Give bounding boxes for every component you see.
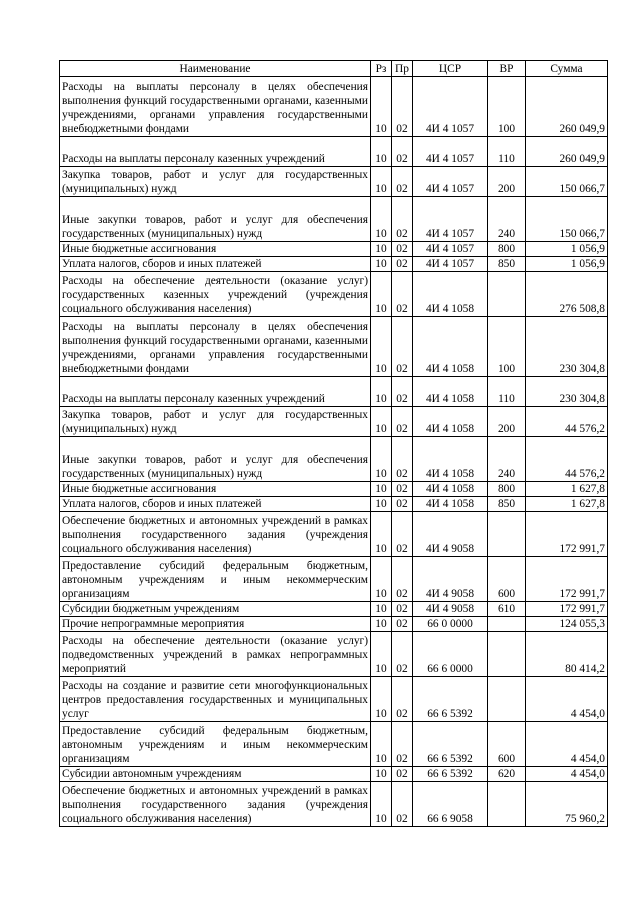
budget-table — [59, 60, 608, 827]
cell-pr: 02 — [392, 257, 413, 272]
cell-vr: 850 — [488, 257, 526, 272]
cell-rz: 10 — [371, 197, 392, 242]
cell-rz: 10 — [371, 437, 392, 482]
cell-name: Субсидии бюджетным учреждениям — [60, 602, 371, 617]
header-vr: ВР — [488, 61, 526, 77]
cell-vr — [488, 272, 526, 317]
cell-rz: 10 — [371, 617, 392, 632]
cell-pr: 02 — [392, 767, 413, 782]
cell-sum: 230 304,8 — [526, 377, 608, 407]
cell-sum: 172 991,7 — [526, 602, 608, 617]
cell-pr: 02 — [392, 557, 413, 602]
cell-sum: 276 508,8 — [526, 272, 608, 317]
cell-name: Иные бюджетные ассигнования — [60, 242, 371, 257]
table-row — [60, 437, 608, 482]
cell-rz: 10 — [371, 272, 392, 317]
cell-csr: 66 6 0000 — [413, 632, 488, 677]
cell-rz: 10 — [371, 167, 392, 197]
cell-vr: 100 — [488, 317, 526, 377]
table-row — [60, 617, 608, 632]
table-row — [60, 317, 608, 377]
cell-vr: 620 — [488, 767, 526, 782]
cell-name: Уплата налогов, сборов и иных платежей — [60, 497, 371, 512]
cell-name: Расходы на выплаты персоналу в целях обеспечения выполнения функций государственными органами, казенными учреждениями, органами управления государственными внебюджетными фондами — [60, 317, 371, 377]
cell-sum: 124 055,3 — [526, 617, 608, 632]
cell-csr: 66 6 5392 — [413, 767, 488, 782]
cell-sum: 1 056,9 — [526, 242, 608, 257]
table-row — [60, 77, 608, 137]
cell-pr: 02 — [392, 497, 413, 512]
cell-vr — [488, 632, 526, 677]
cell-csr: 4И 4 1057 — [413, 167, 488, 197]
cell-vr — [488, 677, 526, 722]
cell-name: Иные закупки товаров, работ и услуг для обеспечения государственных (муниципальных) нужд — [60, 197, 371, 242]
cell-csr: 4И 4 1057 — [413, 77, 488, 137]
cell-sum: 1 056,9 — [526, 257, 608, 272]
cell-rz: 10 — [371, 767, 392, 782]
cell-vr: 200 — [488, 407, 526, 437]
table-row — [60, 677, 608, 722]
cell-vr: 600 — [488, 722, 526, 767]
table-row — [60, 137, 608, 167]
cell-vr — [488, 512, 526, 557]
table-row — [60, 632, 608, 677]
table-row — [60, 377, 608, 407]
cell-rz: 10 — [371, 722, 392, 767]
cell-vr: 800 — [488, 242, 526, 257]
cell-name: Расходы на выплаты персоналу казенных учреждений — [60, 377, 371, 407]
cell-rz: 10 — [371, 677, 392, 722]
cell-vr: 240 — [488, 197, 526, 242]
cell-vr — [488, 617, 526, 632]
cell-sum: 4 454,0 — [526, 677, 608, 722]
cell-pr: 02 — [392, 677, 413, 722]
cell-csr: 4И 4 1057 — [413, 257, 488, 272]
cell-sum: 172 991,7 — [526, 557, 608, 602]
cell-name: Иные бюджетные ассигнования — [60, 482, 371, 497]
table-header-row — [60, 61, 608, 77]
table-body — [60, 77, 608, 827]
cell-csr: 4И 4 1058 — [413, 482, 488, 497]
cell-rz: 10 — [371, 632, 392, 677]
cell-pr: 02 — [392, 167, 413, 197]
cell-pr: 02 — [392, 317, 413, 377]
cell-rz: 10 — [371, 407, 392, 437]
cell-name: Расходы на выплаты персоналу казенных учреждений — [60, 137, 371, 167]
table-row — [60, 167, 608, 197]
cell-name: Расходы на создание и развитие сети многофункциональных центров предоставления государственных и муниципальных услуг — [60, 677, 371, 722]
cell-vr — [488, 782, 526, 827]
cell-csr: 4И 4 1058 — [413, 377, 488, 407]
cell-sum: 230 304,8 — [526, 317, 608, 377]
cell-name: Уплата налогов, сборов и иных платежей — [60, 257, 371, 272]
cell-vr: 110 — [488, 137, 526, 167]
cell-name: Обеспечение бюджетных и автономных учреждений в рамках выполнения государственного задания (учреждения социального обслуживания населения) — [60, 512, 371, 557]
cell-name: Расходы на обеспечение деятельности (оказание услуг) подведомственных учреждений в рамках непрограммных мероприятий — [60, 632, 371, 677]
cell-name: Расходы на обеспечение деятельности (оказание услуг) государственных казенных учреждений (учреждения социального обслуживания населения) — [60, 272, 371, 317]
cell-sum: 1 627,8 — [526, 482, 608, 497]
cell-vr: 850 — [488, 497, 526, 512]
cell-name: Закупка товаров, работ и услуг для государственных (муниципальных) нужд — [60, 167, 371, 197]
cell-name: Иные закупки товаров, работ и услуг для обеспечения государственных (муниципальных) нужд — [60, 437, 371, 482]
cell-sum: 4 454,0 — [526, 722, 608, 767]
cell-rz: 10 — [371, 782, 392, 827]
table-row — [60, 602, 608, 617]
cell-pr: 02 — [392, 512, 413, 557]
cell-rz: 10 — [371, 377, 392, 407]
table-row — [60, 782, 608, 827]
cell-vr: 100 — [488, 77, 526, 137]
cell-pr: 02 — [392, 482, 413, 497]
cell-sum: 44 576,2 — [526, 407, 608, 437]
cell-sum: 75 960,2 — [526, 782, 608, 827]
table-row — [60, 497, 608, 512]
cell-pr: 02 — [392, 77, 413, 137]
cell-rz: 10 — [371, 317, 392, 377]
cell-csr: 4И 4 1057 — [413, 242, 488, 257]
cell-name: Закупка товаров, работ и услуг для государственных (муниципальных) нужд — [60, 407, 371, 437]
cell-vr: 800 — [488, 482, 526, 497]
cell-sum: 4 454,0 — [526, 767, 608, 782]
cell-csr: 66 0 0000 — [413, 617, 488, 632]
cell-rz: 10 — [371, 557, 392, 602]
cell-csr: 66 6 9058 — [413, 782, 488, 827]
cell-name: Предоставление субсидий федеральным бюджетным, автономным учреждениям и иным некоммерческим организациям — [60, 557, 371, 602]
table-row — [60, 242, 608, 257]
table-row — [60, 722, 608, 767]
cell-sum: 260 049,9 — [526, 77, 608, 137]
table-row — [60, 407, 608, 437]
cell-name: Субсидии автономным учреждениям — [60, 767, 371, 782]
cell-vr: 110 — [488, 377, 526, 407]
cell-csr: 4И 4 9058 — [413, 512, 488, 557]
table-row — [60, 197, 608, 242]
cell-csr: 66 6 5392 — [413, 677, 488, 722]
header-pr: Пр — [392, 61, 413, 77]
cell-vr: 240 — [488, 437, 526, 482]
header-csr: ЦСР — [413, 61, 488, 77]
cell-pr: 02 — [392, 242, 413, 257]
cell-sum: 80 414,2 — [526, 632, 608, 677]
header-sum: Сумма — [526, 61, 608, 77]
cell-csr: 66 6 5392 — [413, 722, 488, 767]
cell-pr: 02 — [392, 632, 413, 677]
cell-rz: 10 — [371, 242, 392, 257]
cell-sum: 150 066,7 — [526, 167, 608, 197]
cell-name: Обеспечение бюджетных и автономных учреждений в рамках выполнения государственного задания (учреждения социального обслуживания населения) — [60, 782, 371, 827]
cell-name: Предоставление субсидий федеральным бюджетным, автономным учреждениям и иным некоммерческим организациям — [60, 722, 371, 767]
cell-csr: 4И 4 1058 — [413, 437, 488, 482]
cell-rz: 10 — [371, 482, 392, 497]
cell-csr: 4И 4 1058 — [413, 497, 488, 512]
table-row — [60, 557, 608, 602]
cell-name: Прочие непрограммные мероприятия — [60, 617, 371, 632]
cell-sum: 172 991,7 — [526, 512, 608, 557]
cell-sum: 1 627,8 — [526, 497, 608, 512]
header-name: Наименование — [60, 61, 371, 77]
cell-rz: 10 — [371, 512, 392, 557]
cell-csr: 4И 4 1058 — [413, 272, 488, 317]
cell-pr: 02 — [392, 272, 413, 317]
table-row — [60, 767, 608, 782]
cell-csr: 4И 4 9058 — [413, 557, 488, 602]
cell-csr: 4И 4 1057 — [413, 137, 488, 167]
cell-pr: 02 — [392, 137, 413, 167]
cell-pr: 02 — [392, 437, 413, 482]
cell-pr: 02 — [392, 377, 413, 407]
cell-rz: 10 — [371, 137, 392, 167]
cell-csr: 4И 4 9058 — [413, 602, 488, 617]
header-rz: Рз — [371, 61, 392, 77]
cell-csr: 4И 4 1058 — [413, 317, 488, 377]
cell-sum: 260 049,9 — [526, 137, 608, 167]
cell-pr: 02 — [392, 602, 413, 617]
cell-vr: 610 — [488, 602, 526, 617]
cell-vr: 200 — [488, 167, 526, 197]
cell-pr: 02 — [392, 617, 413, 632]
cell-csr: 4И 4 1058 — [413, 407, 488, 437]
cell-name: Расходы на выплаты персоналу в целях обеспечения выполнения функций государственными органами, казенными учреждениями, органами управления государственными внебюджетными фондами — [60, 77, 371, 137]
cell-csr: 4И 4 1057 — [413, 197, 488, 242]
cell-pr: 02 — [392, 197, 413, 242]
cell-pr: 02 — [392, 722, 413, 767]
cell-rz: 10 — [371, 257, 392, 272]
cell-vr: 600 — [488, 557, 526, 602]
cell-sum: 150 066,7 — [526, 197, 608, 242]
cell-pr: 02 — [392, 782, 413, 827]
table-row — [60, 482, 608, 497]
cell-rz: 10 — [371, 602, 392, 617]
table-row — [60, 257, 608, 272]
cell-rz: 10 — [371, 77, 392, 137]
cell-sum: 44 576,2 — [526, 437, 608, 482]
table-row — [60, 272, 608, 317]
cell-rz: 10 — [371, 497, 392, 512]
cell-pr: 02 — [392, 407, 413, 437]
table-row — [60, 512, 608, 557]
